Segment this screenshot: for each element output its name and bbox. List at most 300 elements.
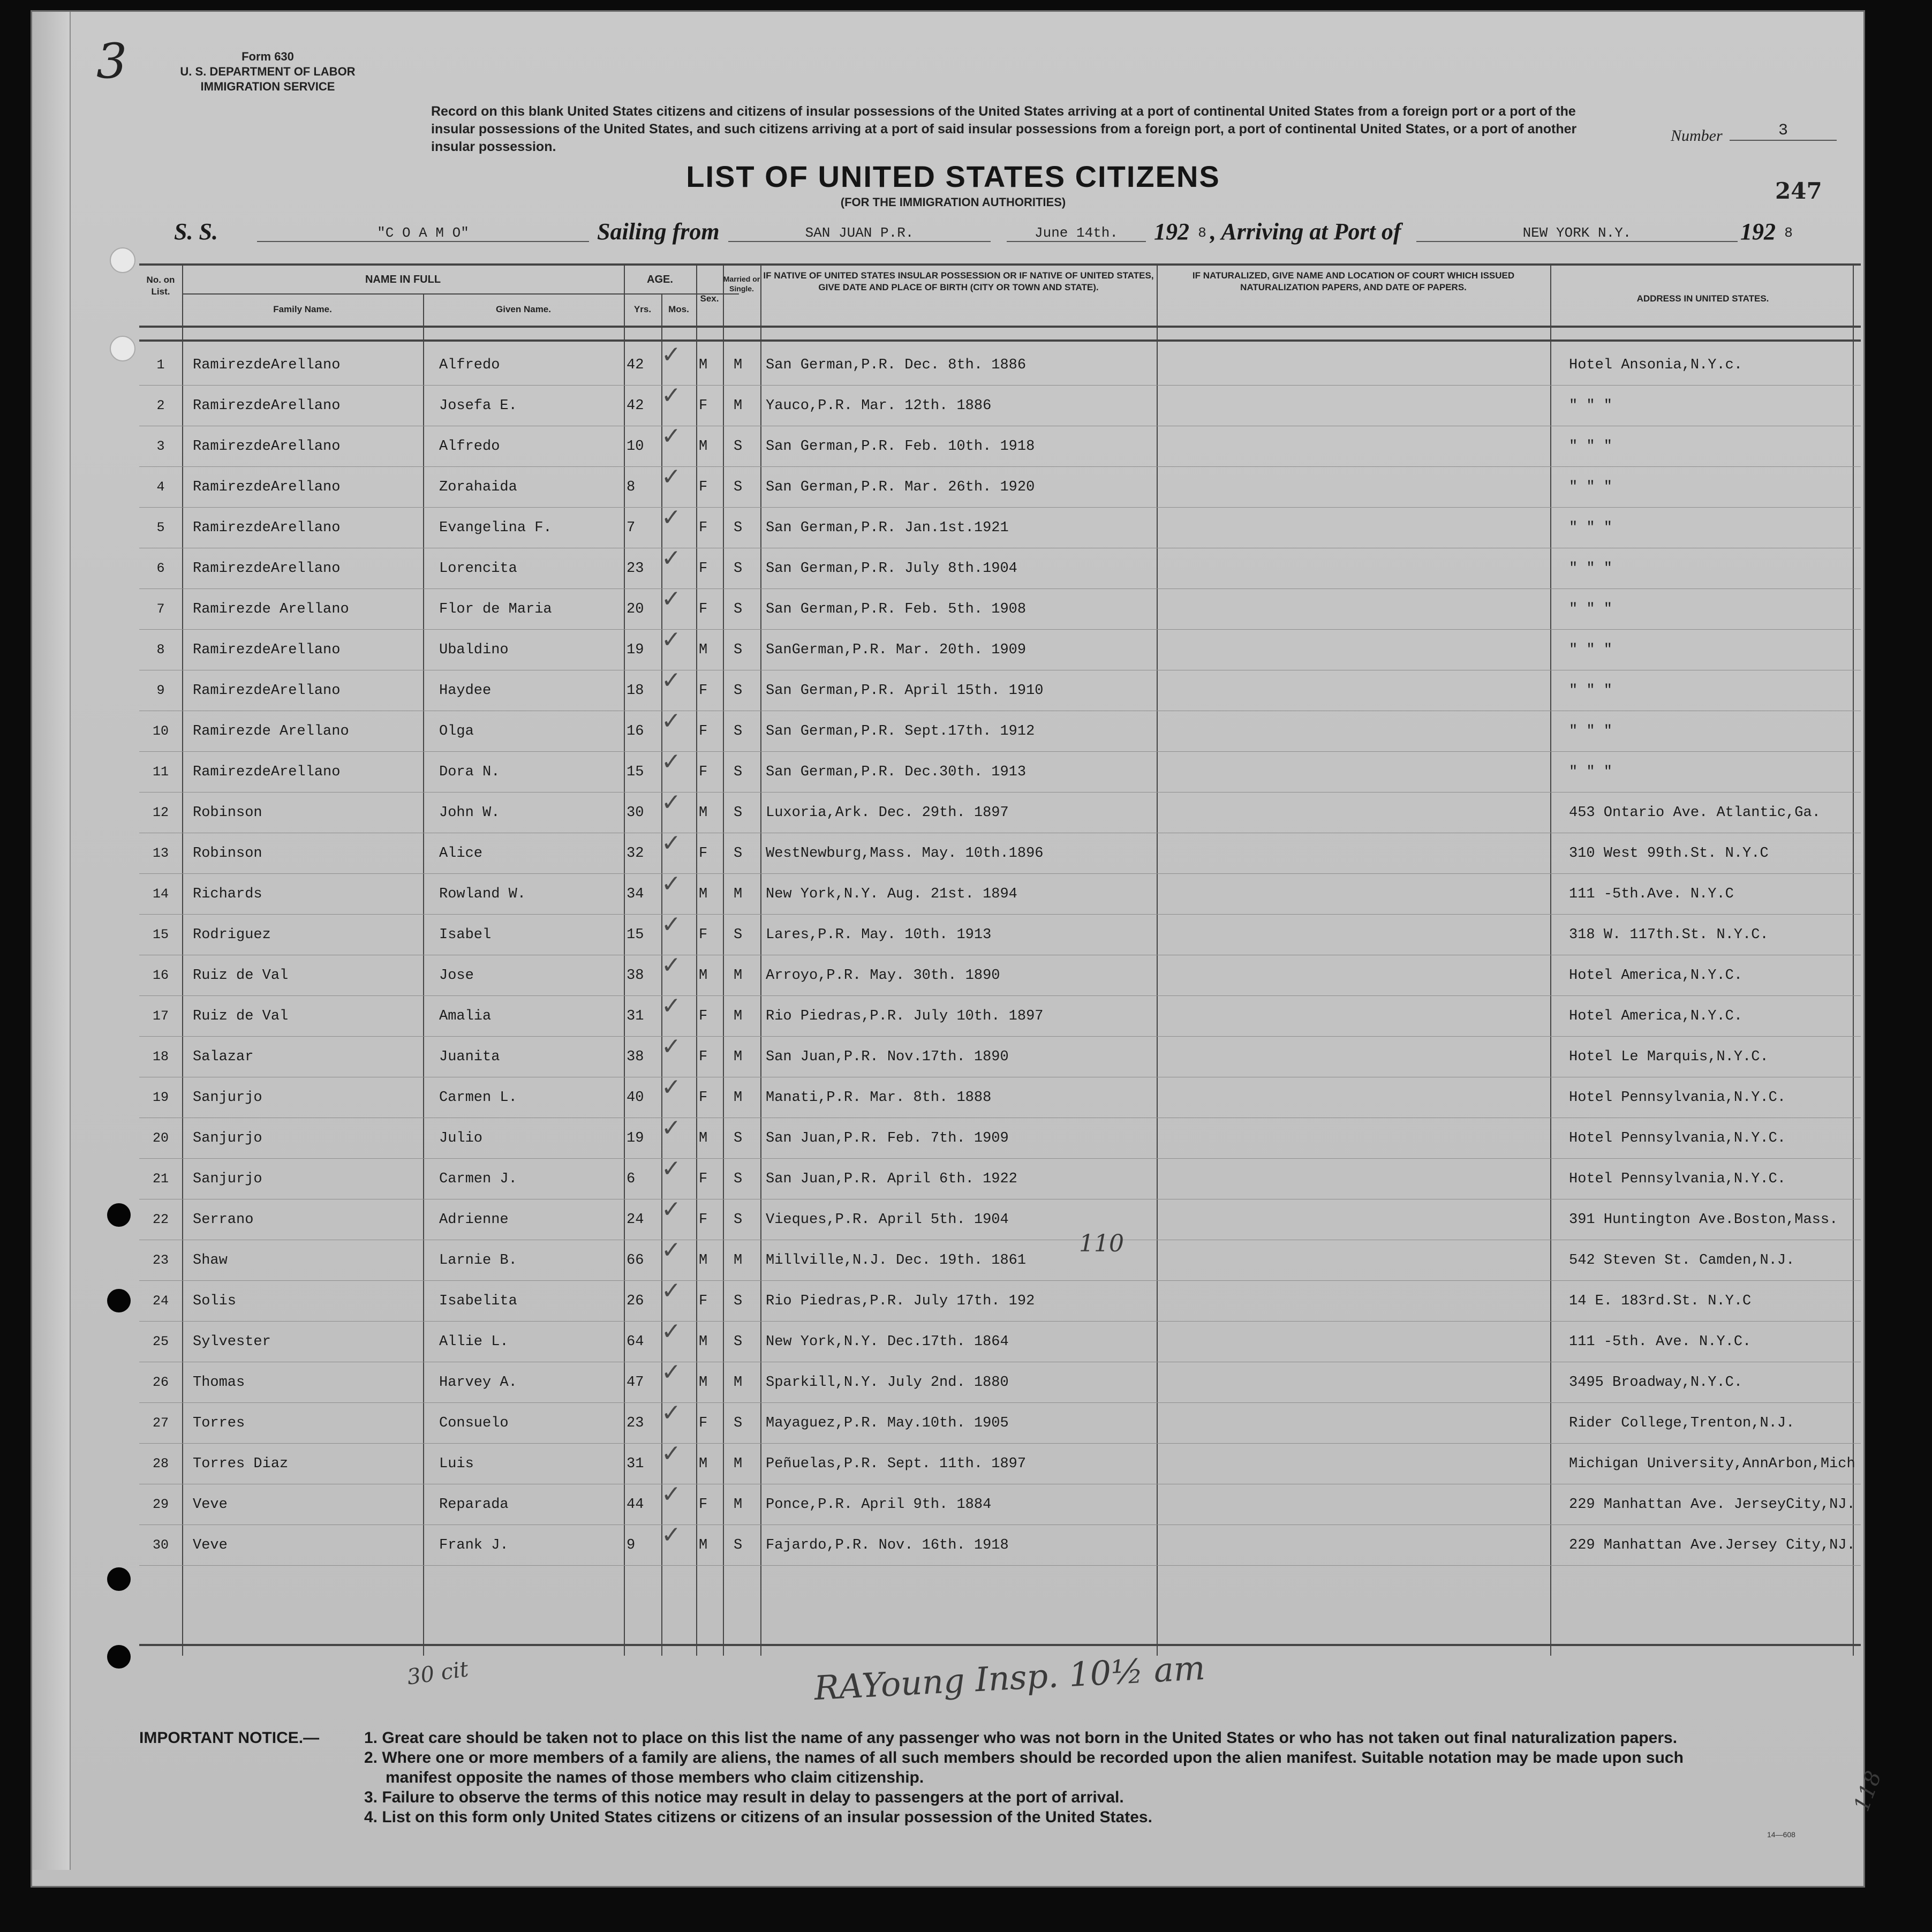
marital-status-cell: M bbox=[734, 357, 743, 373]
given-name-cell: Isabel bbox=[439, 927, 492, 943]
table-top-rule bbox=[139, 263, 1861, 266]
list-number-value: 3 bbox=[1730, 122, 1837, 141]
sex-cell: F bbox=[699, 1293, 708, 1309]
birth-place-date-cell: Fajardo,P.R. Nov. 16th. 1918 bbox=[766, 1537, 1009, 1553]
birth-place-date-cell: Manati,P.R. Mar. 8th. 1888 bbox=[766, 1090, 992, 1106]
age-years-cell: 30 bbox=[627, 805, 644, 821]
paper-edge-left bbox=[32, 12, 71, 1870]
address-cell: " " " bbox=[1569, 723, 1613, 739]
sex-cell: M bbox=[699, 886, 708, 902]
given-name-cell: Olga bbox=[439, 723, 474, 739]
col-divider bbox=[1853, 263, 1854, 1656]
address-cell: " " " bbox=[1569, 642, 1613, 658]
marital-status-cell: S bbox=[734, 1212, 743, 1228]
arriving-year-prefix: 192 bbox=[1740, 218, 1776, 245]
punch-hole bbox=[107, 1645, 131, 1669]
birth-place-date-cell: Luxoria,Ark. Dec. 29th. 1897 bbox=[766, 805, 1009, 821]
check-mark-icon: ✓ bbox=[661, 1155, 681, 1182]
marital-status-cell: M bbox=[734, 1375, 743, 1391]
row-rule bbox=[139, 1565, 1861, 1566]
address-cell: 542 Steven St. Camden,N.J. bbox=[1569, 1252, 1795, 1269]
notice-lead: IMPORTANT NOTICE.— bbox=[139, 1729, 320, 1747]
col-divider bbox=[723, 263, 724, 1656]
punch-hole bbox=[110, 247, 135, 273]
age-years-cell: 6 bbox=[627, 1171, 636, 1187]
col-header-age: AGE. bbox=[647, 274, 673, 285]
row-rule bbox=[139, 873, 1861, 874]
check-mark-icon: ✓ bbox=[661, 1236, 681, 1264]
age-years-cell: 31 bbox=[627, 1008, 644, 1024]
family-name-cell: Ramirezde Arellano bbox=[193, 601, 349, 617]
age-years-cell: 31 bbox=[627, 1456, 644, 1472]
age-years-cell: 44 bbox=[627, 1497, 644, 1513]
family-name-cell: Richards bbox=[193, 886, 262, 902]
given-name-cell: Allie L. bbox=[439, 1334, 509, 1350]
address-cell: Michigan University,AnnArbon,Mich bbox=[1569, 1456, 1855, 1472]
sex-cell: F bbox=[699, 927, 708, 943]
check-mark-icon: ✓ bbox=[661, 870, 681, 897]
family-name-cell: Serrano bbox=[193, 1212, 254, 1228]
arriving-year-suffix: 8 bbox=[1784, 225, 1793, 241]
birth-place-date-cell: San German,P.R. Dec.30th. 1913 bbox=[766, 764, 1027, 780]
marital-status-cell: M bbox=[734, 1090, 743, 1106]
family-name-cell: Shaw bbox=[193, 1252, 228, 1269]
sex-cell: M bbox=[699, 1456, 708, 1472]
address-cell: Hotel America,N.Y.C. bbox=[1569, 968, 1743, 984]
address-cell: Rider College,Trenton,N.J. bbox=[1569, 1415, 1795, 1431]
row-rule bbox=[139, 995, 1861, 996]
row-number: 16 bbox=[152, 968, 169, 983]
row-number: 19 bbox=[152, 1090, 169, 1105]
marital-status-cell: S bbox=[734, 642, 743, 658]
sex-cell: F bbox=[699, 1415, 708, 1431]
given-name-cell: Alice bbox=[439, 846, 483, 862]
col-divider bbox=[760, 263, 761, 1656]
check-mark-icon: ✓ bbox=[661, 463, 681, 490]
row-number: 18 bbox=[152, 1049, 169, 1065]
check-mark-icon: ✓ bbox=[661, 911, 681, 938]
check-mark-icon: ✓ bbox=[661, 1277, 681, 1304]
check-mark-icon: ✓ bbox=[661, 545, 681, 572]
marital-status-cell: S bbox=[734, 1171, 743, 1187]
family-name-cell: Sanjurjo bbox=[193, 1130, 262, 1146]
manifest-sheet bbox=[32, 12, 1886, 1886]
notice-item-1: 1. Great care should be taken not to place on this list the name of any passenger who was not born in the United States or who has not taken out final naturalization papers. bbox=[364, 1729, 1678, 1747]
row-number: 5 bbox=[156, 520, 165, 535]
header-bottom-rule bbox=[139, 326, 1861, 328]
age-years-cell: 26 bbox=[627, 1293, 644, 1309]
given-name-cell: Carmen L. bbox=[439, 1090, 517, 1106]
page-subtitle: (FOR THE IMMIGRATION AUTHORITIES) bbox=[840, 195, 1066, 209]
sex-cell: M bbox=[699, 968, 708, 984]
birth-place-date-cell: Rio Piedras,P.R. July 10th. 1897 bbox=[766, 1008, 1044, 1024]
given-name-cell: Ubaldino bbox=[439, 642, 509, 658]
sailing-from: SAN JUAN P.R. bbox=[728, 225, 991, 242]
row-number: 2 bbox=[156, 398, 165, 413]
sex-cell: F bbox=[699, 520, 708, 536]
row-rule bbox=[139, 1321, 1861, 1322]
given-name-cell: Adrienne bbox=[439, 1212, 509, 1228]
check-mark-icon: ✓ bbox=[661, 829, 681, 857]
given-name-cell: Alfredo bbox=[439, 357, 500, 373]
marital-status-cell: S bbox=[734, 1537, 743, 1553]
marital-status-cell: M bbox=[734, 886, 743, 902]
marital-status-cell: S bbox=[734, 1130, 743, 1146]
row-rule bbox=[139, 914, 1861, 915]
address-cell: 14 E. 183rd.St. N.Y.C bbox=[1569, 1293, 1752, 1309]
address-cell: Hotel America,N.Y.C. bbox=[1569, 1008, 1743, 1024]
ship-name: "C O A M O" bbox=[257, 225, 589, 242]
address-cell: 391 Huntington Ave.Boston,Mass. bbox=[1569, 1212, 1838, 1228]
given-name-cell: John W. bbox=[439, 805, 500, 821]
row-number: 17 bbox=[152, 1008, 169, 1024]
given-name-cell: Dora N. bbox=[439, 764, 500, 780]
family-name-cell: RamirezdeArellano bbox=[193, 357, 341, 373]
col-header-sex: Sex. bbox=[700, 293, 719, 304]
important-notice bbox=[139, 1728, 1853, 1827]
row-number: 12 bbox=[152, 805, 169, 820]
address-cell: " " " bbox=[1569, 561, 1613, 577]
family-name-cell: Ramirezde Arellano bbox=[193, 723, 349, 739]
row-number: 11 bbox=[152, 764, 169, 780]
sex-cell: F bbox=[699, 1497, 708, 1513]
age-years-cell: 16 bbox=[627, 723, 644, 739]
birth-place-date-cell: San German,P.R. Dec. 8th. 1886 bbox=[766, 357, 1027, 373]
row-rule bbox=[139, 385, 1861, 386]
notice-item-4: 4. List on this form only United States citizens or citizens of an insular possession of the United States. bbox=[364, 1808, 1152, 1826]
given-name-cell: Reparada bbox=[439, 1497, 509, 1513]
row-rule bbox=[139, 466, 1861, 467]
address-cell: 453 Ontario Ave. Atlantic,Ga. bbox=[1569, 805, 1821, 821]
age-years-cell: 24 bbox=[627, 1212, 644, 1228]
address-cell: 229 Manhattan Ave. JerseyCity,NJ. bbox=[1569, 1497, 1855, 1513]
row-number: 4 bbox=[156, 479, 165, 495]
address-cell: Hotel Ansonia,N.Y.c. bbox=[1569, 357, 1743, 373]
marital-status-cell: S bbox=[734, 1334, 743, 1350]
age-years-cell: 40 bbox=[627, 1090, 644, 1106]
arriving-label: , Arriving at Port of bbox=[1210, 218, 1401, 245]
check-mark-icon: ✓ bbox=[661, 504, 681, 531]
col-header-address: ADDRESS IN UNITED STATES. bbox=[1636, 293, 1769, 304]
birth-place-date-cell: Mayaguez,P.R. May.10th. 1905 bbox=[766, 1415, 1009, 1431]
family-name-cell: RamirezdeArellano bbox=[193, 764, 341, 780]
address-cell: 3495 Broadway,N.Y.C. bbox=[1569, 1375, 1743, 1391]
sex-cell: M bbox=[699, 642, 708, 658]
row-number: 27 bbox=[152, 1415, 169, 1431]
age-years-cell: 47 bbox=[627, 1375, 644, 1391]
corner-mark: 3 bbox=[96, 33, 127, 89]
row-number: 24 bbox=[152, 1293, 169, 1309]
punch-hole bbox=[107, 1289, 131, 1312]
side-note: 118 bbox=[1849, 1768, 1886, 1815]
sex-cell: M bbox=[699, 357, 708, 373]
family-name-cell: Ruiz de Val bbox=[193, 968, 289, 984]
sailing-year-suffix: 8 bbox=[1198, 225, 1206, 241]
birth-place-date-cell: San German,P.R. July 8th.1904 bbox=[766, 561, 1017, 577]
sex-cell: F bbox=[699, 723, 708, 739]
sex-cell: F bbox=[699, 1008, 708, 1024]
marital-status-cell: M bbox=[734, 1252, 743, 1269]
birth-place-date-cell: Ponce,P.R. April 9th. 1884 bbox=[766, 1497, 992, 1513]
sex-cell: F bbox=[699, 479, 708, 495]
birth-place-date-cell: San Juan,P.R. April 6th. 1922 bbox=[766, 1171, 1017, 1187]
col-header-naturalized: IF NATURALIZED, GIVE NAME AND LOCATION OF COURT WHICH ISSUED NATURALIZATION PAPERS, AND DATE OF PAPERS. bbox=[1192, 270, 1515, 292]
count-note: 30 cit bbox=[405, 1657, 470, 1690]
marital-status-cell: S bbox=[734, 927, 743, 943]
given-name-cell: Jose bbox=[439, 968, 474, 984]
family-name-cell: Sylvester bbox=[193, 1334, 271, 1350]
row-rule bbox=[139, 1402, 1861, 1403]
table-bottom-rule bbox=[139, 1644, 1861, 1646]
check-mark-icon: ✓ bbox=[661, 422, 681, 450]
row-number: 30 bbox=[152, 1537, 169, 1553]
inspector-signature: RAYoung Insp. 10½ am bbox=[813, 1648, 1206, 1708]
row-number: 10 bbox=[152, 723, 169, 739]
check-mark-icon: ✓ bbox=[661, 789, 681, 816]
family-name-cell: Robinson bbox=[193, 846, 262, 862]
family-name-cell: Torres bbox=[193, 1415, 245, 1431]
sex-cell: F bbox=[699, 1171, 708, 1187]
birth-place-date-cell: San German,P.R. Mar. 26th. 1920 bbox=[766, 479, 1035, 495]
given-name-cell: Frank J. bbox=[439, 1537, 509, 1553]
col-divider bbox=[1157, 263, 1158, 1656]
family-name-cell: Solis bbox=[193, 1293, 237, 1309]
birth-place-date-cell: San Juan,P.R. Nov.17th. 1890 bbox=[766, 1049, 1009, 1065]
sex-cell: M bbox=[699, 1537, 708, 1553]
marital-status-cell: M bbox=[734, 1049, 743, 1065]
check-mark-icon: ✓ bbox=[661, 1196, 681, 1223]
address-cell: " " " bbox=[1569, 439, 1613, 455]
address-cell: " " " bbox=[1569, 520, 1613, 536]
age-years-cell: 18 bbox=[627, 683, 644, 699]
service-name: IMMIGRATION SERVICE bbox=[200, 80, 335, 93]
age-years-cell: 9 bbox=[627, 1537, 636, 1553]
check-mark-icon: ✓ bbox=[661, 341, 681, 368]
age-years-cell: 8 bbox=[627, 479, 636, 495]
row-number: 1 bbox=[156, 357, 165, 373]
sailing-label: Sailing from bbox=[597, 218, 720, 245]
col-divider bbox=[423, 293, 424, 1656]
age-years-cell: 23 bbox=[627, 1415, 644, 1431]
header-double-rule bbox=[139, 339, 1861, 342]
notice-item-2: 2. Where one or more members of a family are aliens, the names of all such members should be recorded upon the alien manifest. Suitable notation may be made upon such bbox=[364, 1749, 1684, 1767]
sex-cell: M bbox=[699, 1252, 708, 1269]
address-cell: Hotel Pennsylvania,N.Y.C. bbox=[1569, 1090, 1786, 1106]
row-number: 7 bbox=[156, 601, 165, 617]
birth-place-date-cell: New York,N.Y. Aug. 21st. 1894 bbox=[766, 886, 1017, 902]
birth-place-date-cell: Yauco,P.R. Mar. 12th. 1886 bbox=[766, 398, 992, 414]
arriving-port: NEW YORK N.Y. bbox=[1416, 225, 1738, 242]
marital-status-cell: S bbox=[734, 520, 743, 536]
marital-status-cell: S bbox=[734, 561, 743, 577]
check-mark-icon: ✓ bbox=[661, 382, 681, 409]
check-mark-icon: ✓ bbox=[661, 1521, 681, 1549]
col-header-family-name: Family Name. bbox=[273, 304, 332, 314]
notice-line-1 bbox=[139, 1728, 1853, 1748]
family-name-cell: RamirezdeArellano bbox=[193, 479, 341, 495]
given-name-cell: Flor de Maria bbox=[439, 601, 552, 617]
sex-cell: F bbox=[699, 1212, 708, 1228]
ss-label: S. S. bbox=[174, 218, 218, 245]
given-name-cell: Luis bbox=[439, 1456, 474, 1472]
sex-cell: M bbox=[699, 1334, 708, 1350]
given-name-cell: Haydee bbox=[439, 683, 492, 699]
col-divider bbox=[1550, 263, 1551, 1656]
sex-cell: F bbox=[699, 1090, 708, 1106]
family-name-cell: Sanjurjo bbox=[193, 1171, 262, 1187]
check-mark-icon: ✓ bbox=[661, 1359, 681, 1386]
address-cell: " " " bbox=[1569, 479, 1613, 495]
row-number: 26 bbox=[152, 1375, 169, 1390]
given-name-cell: Lorencita bbox=[439, 561, 517, 577]
row-number: 25 bbox=[152, 1334, 169, 1349]
address-cell: " " " bbox=[1569, 764, 1613, 780]
check-mark-icon: ✓ bbox=[661, 1074, 681, 1101]
address-cell: 229 Manhattan Ave.Jersey City,NJ. bbox=[1569, 1537, 1855, 1553]
birth-place-date-cell: New York,N.Y. Dec.17th. 1864 bbox=[766, 1334, 1009, 1350]
given-name-cell: Josefa E. bbox=[439, 398, 517, 414]
row-number: 20 bbox=[152, 1130, 169, 1146]
address-cell: Hotel Pennsylvania,N.Y.C. bbox=[1569, 1130, 1786, 1146]
marital-status-cell: M bbox=[734, 1456, 743, 1472]
marital-status-cell: S bbox=[734, 601, 743, 617]
given-name-cell: Zorahaida bbox=[439, 479, 517, 495]
sex-cell: F bbox=[699, 764, 708, 780]
family-name-cell: RamirezdeArellano bbox=[193, 642, 341, 658]
age-years-cell: 20 bbox=[627, 601, 644, 617]
age-years-cell: 42 bbox=[627, 357, 644, 373]
row-number: 8 bbox=[156, 642, 165, 658]
marital-status-cell: S bbox=[734, 439, 743, 455]
check-mark-icon: ✓ bbox=[661, 667, 681, 694]
margin-number-note: 110 bbox=[1079, 1230, 1124, 1257]
col-header-birth: IF NATIVE OF UNITED STATES INSULAR POSSESSION OR IF NATIVE OF UNITED STATES, GIVE DATE AND PLACE OF BIRTH (CITY OR TOWN AND STATE). bbox=[763, 270, 1154, 292]
sex-cell: F bbox=[699, 561, 708, 577]
col-header-yrs: Yrs. bbox=[633, 304, 652, 314]
marital-status-cell: M bbox=[734, 398, 743, 414]
age-years-cell: 7 bbox=[627, 520, 636, 536]
marital-status-cell: M bbox=[734, 1497, 743, 1513]
department-name: U. S. DEPARTMENT OF LABOR bbox=[180, 65, 356, 78]
sex-cell: F bbox=[699, 1049, 708, 1065]
row-rule bbox=[139, 629, 1861, 630]
row-number: 28 bbox=[152, 1456, 169, 1471]
header-sub-rule bbox=[182, 293, 739, 295]
sex-cell: F bbox=[699, 398, 708, 414]
row-number: 6 bbox=[156, 561, 165, 576]
address-cell: 310 West 99th.St. N.Y.C bbox=[1569, 846, 1769, 862]
col-header-married: Married or Single. bbox=[723, 275, 760, 293]
age-years-cell: 23 bbox=[627, 561, 644, 577]
col-divider bbox=[696, 263, 697, 1656]
family-name-cell: RamirezdeArellano bbox=[193, 561, 341, 577]
family-name-cell: RamirezdeArellano bbox=[193, 398, 341, 414]
punch-hole bbox=[107, 1203, 131, 1227]
given-name-cell: Larnie B. bbox=[439, 1252, 517, 1269]
age-years-cell: 42 bbox=[627, 398, 644, 414]
row-number: 22 bbox=[152, 1212, 169, 1227]
birth-place-date-cell: WestNewburg,Mass. May. 10th.1896 bbox=[766, 846, 1044, 862]
birth-place-date-cell: Rio Piedras,P.R. July 17th. 192 bbox=[766, 1293, 1035, 1309]
address-cell: 111 -5th.Ave. N.Y.C bbox=[1569, 886, 1734, 902]
col-header-no: No. on List. bbox=[146, 275, 175, 297]
row-rule bbox=[139, 751, 1861, 752]
family-name-cell: RamirezdeArellano bbox=[193, 683, 341, 699]
marital-status-cell: S bbox=[734, 846, 743, 862]
birth-place-date-cell: Peñuelas,P.R. Sept. 11th. 1897 bbox=[766, 1456, 1027, 1472]
birth-place-date-cell: Millville,N.J. Dec. 19th. 1861 bbox=[766, 1252, 1027, 1269]
family-name-cell: Veve bbox=[193, 1497, 228, 1513]
check-mark-icon: ✓ bbox=[661, 585, 681, 613]
col-divider bbox=[624, 263, 625, 1656]
family-name-cell: RamirezdeArellano bbox=[193, 439, 341, 455]
family-name-cell: RamirezdeArellano bbox=[193, 520, 341, 536]
col-header-name-in-full: NAME IN FULL bbox=[365, 274, 441, 285]
row-number: 21 bbox=[152, 1171, 169, 1187]
address-cell: " " " bbox=[1569, 601, 1613, 617]
family-name-cell: Rodriguez bbox=[193, 927, 271, 943]
given-name-cell: Evangelina F. bbox=[439, 520, 552, 536]
given-name-cell: Carmen J. bbox=[439, 1171, 517, 1187]
address-cell: Hotel Pennsylvania,N.Y.C. bbox=[1569, 1171, 1786, 1187]
page-number: 247 bbox=[1775, 178, 1822, 204]
marital-status-cell: S bbox=[734, 805, 743, 821]
address-cell: " " " bbox=[1569, 683, 1613, 699]
sex-cell: M bbox=[699, 1130, 708, 1146]
sex-cell: F bbox=[699, 683, 708, 699]
notice-item-3: 3. Failure to observe the terms of this notice may result in delay to passengers at the port of arrival. bbox=[364, 1788, 1124, 1806]
punch-hole bbox=[107, 1567, 131, 1591]
age-years-cell: 66 bbox=[627, 1252, 644, 1269]
birth-place-date-cell: Arroyo,P.R. May. 30th. 1890 bbox=[766, 968, 1000, 984]
check-mark-icon: ✓ bbox=[661, 1318, 681, 1345]
birth-place-date-cell: San German,P.R. Feb. 5th. 1908 bbox=[766, 601, 1027, 617]
footer-code: 14—608 bbox=[1767, 1830, 1795, 1839]
address-cell: 318 W. 117th.St. N.Y.C. bbox=[1569, 927, 1769, 943]
sex-cell: F bbox=[699, 846, 708, 862]
sex-cell: F bbox=[699, 601, 708, 617]
row-rule bbox=[139, 1280, 1861, 1281]
age-years-cell: 15 bbox=[627, 764, 644, 780]
sex-cell: M bbox=[699, 439, 708, 455]
address-cell: " " " bbox=[1569, 398, 1613, 414]
marital-status-cell: M bbox=[734, 1008, 743, 1024]
birth-place-date-cell: San German,P.R. April 15th. 1910 bbox=[766, 683, 1044, 699]
marital-status-cell: M bbox=[734, 968, 743, 984]
row-number: 3 bbox=[156, 439, 165, 454]
age-years-cell: 19 bbox=[627, 642, 644, 658]
marital-status-cell: S bbox=[734, 764, 743, 780]
notice-item-2-cont: manifest opposite the names of those members who claim citizenship. bbox=[386, 1769, 924, 1786]
check-mark-icon: ✓ bbox=[661, 1481, 681, 1508]
family-name-cell: Sanjurjo bbox=[193, 1090, 262, 1106]
row-rule bbox=[139, 1158, 1861, 1159]
check-mark-icon: ✓ bbox=[661, 1114, 681, 1142]
row-rule bbox=[139, 507, 1861, 508]
given-name-cell: Amalia bbox=[439, 1008, 492, 1024]
birth-place-date-cell: San German,P.R. Jan.1st.1921 bbox=[766, 520, 1009, 536]
marital-status-cell: S bbox=[734, 723, 743, 739]
row-number: 13 bbox=[152, 846, 169, 861]
birth-place-date-cell: San Juan,P.R. Feb. 7th. 1909 bbox=[766, 1130, 1009, 1146]
age-years-cell: 38 bbox=[627, 1049, 644, 1065]
given-name-cell: Rowland W. bbox=[439, 886, 526, 902]
row-number: 9 bbox=[156, 683, 165, 698]
given-name-cell: Harvey A. bbox=[439, 1375, 517, 1391]
check-mark-icon: ✓ bbox=[661, 1440, 681, 1467]
address-cell: 111 -5th. Ave. N.Y.C. bbox=[1569, 1334, 1752, 1350]
form-identifier bbox=[161, 49, 375, 94]
